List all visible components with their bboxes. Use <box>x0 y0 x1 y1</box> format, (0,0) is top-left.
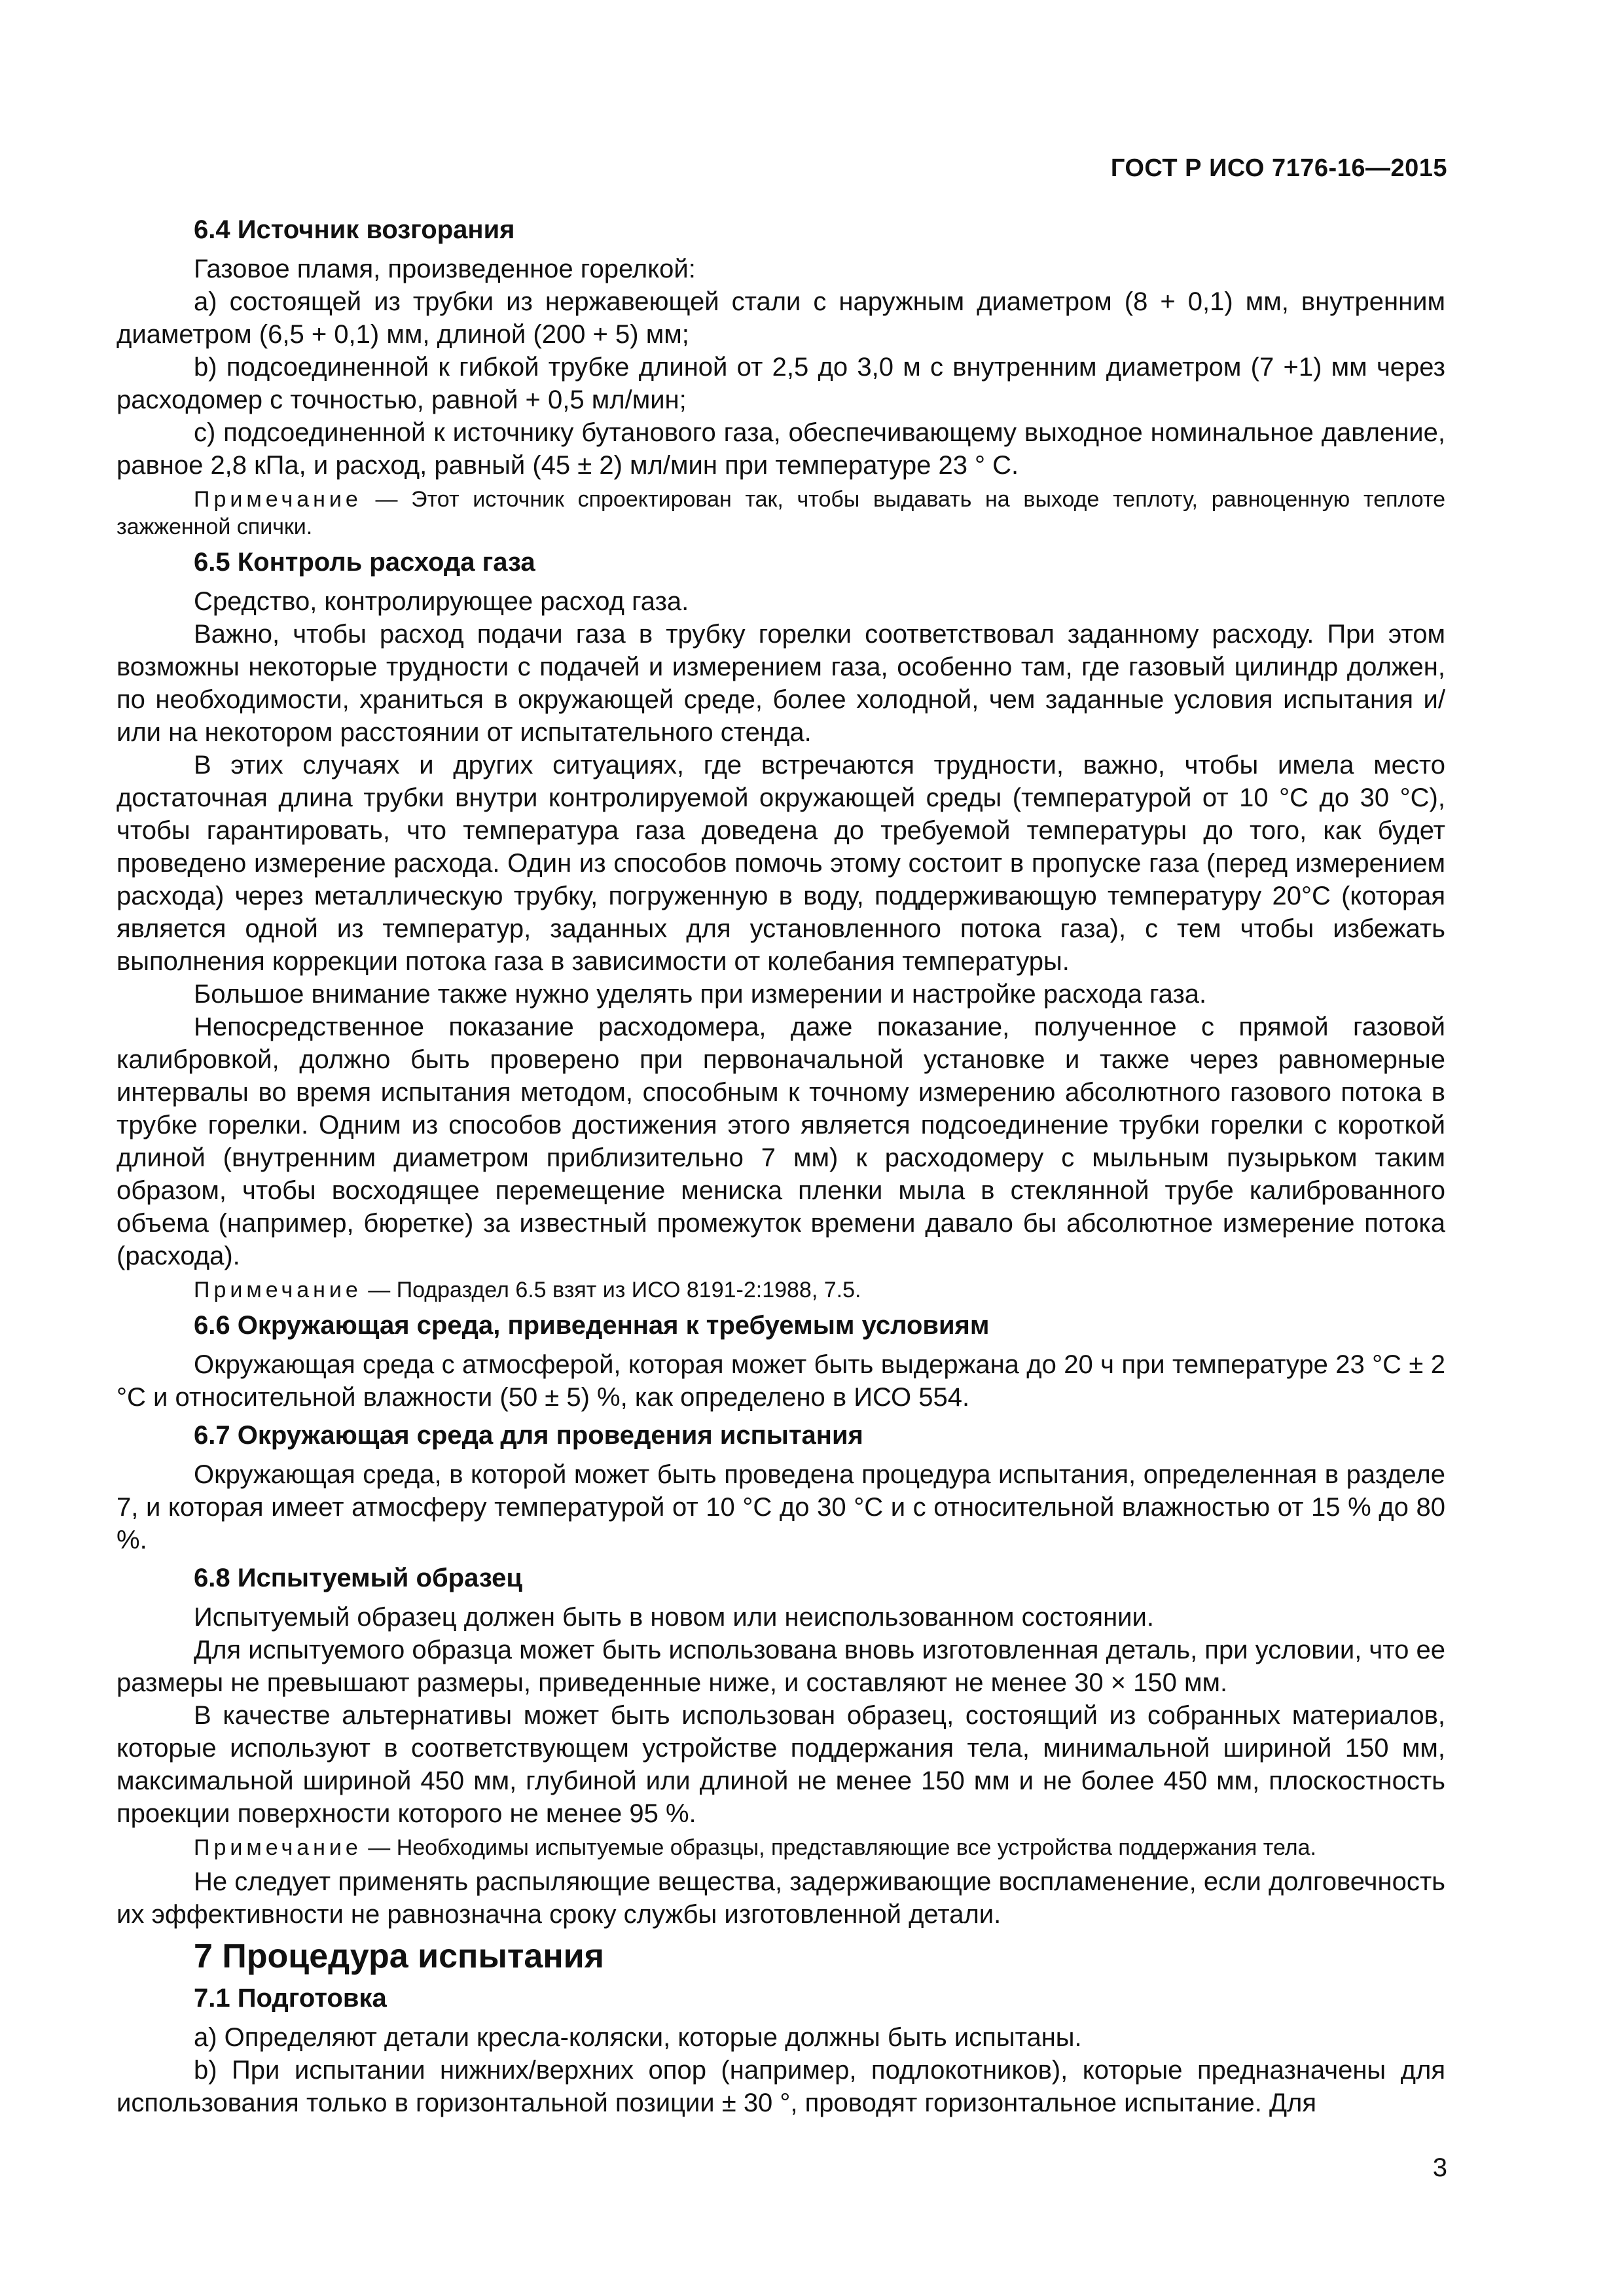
note-text: — Этот источник спроектирован так, чтобы выдавать на выходе теплоту, равноценную теплоте зажженной спички. <box>117 487 1445 539</box>
note-text: — Подраздел 6.5 взят из ИСО 8191-2:1988, 7.5. <box>368 1278 861 1302</box>
section-7-1-item-b: b) При испытании нижних/верхних опор (например, подлокотников), которые предназначены для использования только в горизонтальной позиции ± 30 °, проводят горизонтальное испытание. Для <box>117 2056 1445 2117</box>
section-6-8-para-4: Не следует применять распыляющие вещества, задерживающие воспламенение, если долговечность их эффективности не равнозначна сроку службы изготовленной детали. <box>117 1867 1445 1929</box>
document-header: ГОСТ Р ИСО 7176-16—2015 <box>1110 154 1447 182</box>
document-body <box>117 208 1445 2119</box>
note-label: Примечание <box>194 487 362 512</box>
section-6-4-intro: Газовое пламя, произведенное горелкой: <box>194 255 696 283</box>
section-6-4-note <box>117 486 1445 541</box>
section-6-7-title: 6.7 Окружающая среда для проведения испытания <box>194 1421 863 1450</box>
section-6-4-title: 6.4 Источник возгорания <box>194 215 515 244</box>
page-number: 3 <box>1432 2153 1447 2182</box>
section-6-7-para-1: Окружающая среда, в которой может быть проведена процедура испытания, определенная в разделе 7, и которая имеет атмосферу температурой от 10 °С до 30 °С и с относительной влажностью от 15 % до 80 %. <box>117 1460 1445 1554</box>
section-6-5-para-4: Большое внимание также нужно уделять при измерении и настройке расхода газа. <box>194 980 1207 1009</box>
section-6-6-para-1: Окружающая среда с атмосферой, которая может быть выдержана до 20 ч при температуре 23 °С ± 2 °С и относительной влажности (50 ± 5) %, как определено в ИСО 554. <box>117 1350 1445 1412</box>
section-6-5-para-3: В этих случаях и других ситуациях, где встречаются трудности, важно, чтобы имела место достаточная длина трубки внутри контролируемой окружающей среды (температурой от 10 °С до 30 °С), чтобы гарантировать, что температура газа доведена до требуемой температуры до того, как будет проведено измерение расхода. Один из способов помочь этому состоит в пропуске газа (перед измерением расхода) через металлическую трубку, погруженную в воду, поддерживающую температуру 20°С (которая является одной из температур, заданных для установленного потока газа), с тем чтобы избежать выполнения коррекции потока газа в зависимости от колебания температуры. <box>117 751 1445 976</box>
section-7-1-item-a: а) Определяют детали кресла-коляски, которые должны быть испытаны. <box>194 2023 1082 2052</box>
section-6-6-title: 6.6 Окружающая среда, приведенная к требуемым условиям <box>194 1311 990 1340</box>
section-7-title: 7 Процедура испытания <box>194 1937 604 1975</box>
section-6-4-item-a: а) состоящей из трубки из нержавеющей стали с наружным диаметром (8 + 0,1) мм, внутренним диаметром (6,5 + 0,1) мм, длиной (200 + 5) мм; <box>117 287 1445 349</box>
section-6-5-title: 6.5 Контроль расхода газа <box>194 548 535 577</box>
section-6-8-para-2: Для испытуемого образца может быть использована вновь изготовленная деталь, при условии, что ее размеры не превышают размеры, приведенные ниже, и составляют не менее 30 × 150 мм. <box>117 1636 1445 1697</box>
section-6-8-para-3: В качестве альтернативы может быть использован образец, состоящий из собранных материалов, которые используют в соответствующем устройстве поддержания тела, минимальной шириной 150 мм, максимальной шириной 450 мм, глубиной или длиной не менее 150 мм и не более 450 мм, плоскостность проекции поверхности которого не менее 95 %. <box>117 1701 1445 1828</box>
section-6-5-para-1: Средство, контролирующее расход газа. <box>194 587 689 616</box>
section-6-5-note <box>117 1276 1445 1304</box>
note-text: — Необходимы испытуемые образцы, представляющие все устройства поддержания тела. <box>368 1835 1316 1860</box>
section-7-1-title: 7.1 Подготовка <box>194 1984 387 2013</box>
section-6-8-para-1: Испытуемый образец должен быть в новом или неиспользованном состоянии. <box>194 1603 1154 1632</box>
section-6-5-para-2: Важно, чтобы расход подачи газа в трубку горелки соответствовал заданному расходу. При этом возможны некоторые трудности с подачей и измерением газа, особенно там, где газовый цилиндр должен, по необходимости, храниться в окружающей среде, более холодной, чем заданные условия испытания и/или на некотором расстоянии от испытательного стенда. <box>117 620 1445 747</box>
section-6-8-title: 6.8 Испытуемый образец <box>194 1564 523 1592</box>
section-6-4-item-b: b) подсоединенной к гибкой трубке длиной от 2,5 до 3,0 м с внутренним диаметром (7 +1) мм через расходомер с точностью, равной + 0,5 мл/мин; <box>117 353 1445 414</box>
note-label: Примечание <box>194 1278 362 1302</box>
section-6-8-note <box>117 1834 1445 1861</box>
note-label: Примечание <box>194 1835 362 1860</box>
section-6-5-para-5: Непосредственное показание расходомера, даже показание, полученное с прямой газовой калибровкой, должно быть проверено при первоначальной установке и также через равномерные интервалы во время испытания методом, способным к точному измерению абсолютного газового потока в трубке горелки. Одним из способов достижения этого является подсоединение трубки горелки с короткой длиной (внутренним диаметром приблизительно 7 мм) к расходомеру с мыльным пузырьком таким образом, чтобы восходящее перемещение мениска пленки мыла в стеклянной трубе калиброванного объема (например, бюретке) за известный промежуток времени давало бы абсолютное измерение потока (расхода). <box>117 1013 1445 1270</box>
section-6-4-item-c: с) подсоединенной к источнику бутанового газа, обеспечивающему выходное номинальное давление, равное 2,8 кПа, и расход, равный (45 ± 2) мл/мин при температуре 23 ° С. <box>117 418 1445 480</box>
